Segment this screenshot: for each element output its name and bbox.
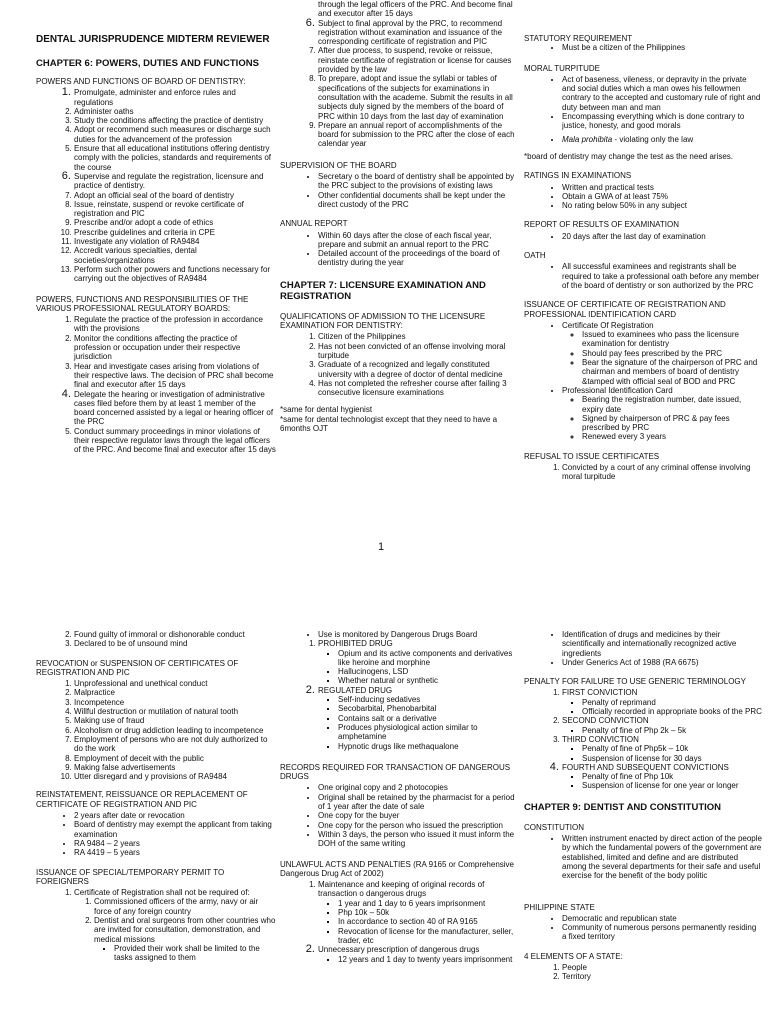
annual-report-heading: ANNUAL REPORT: [280, 219, 348, 229]
fourth-conviction-label: FOURTH AND SUBSEQUENT CONVICTIONS: [562, 762, 729, 772]
penalty-list: [524, 688, 762, 790]
list-item-continuation: through the legal officers of the PRC. And become final and executor after 15 days: [318, 0, 513, 19]
third-conviction-sublist: [562, 744, 762, 763]
special-permit-heading: ISSUANCE OF SPECIAL/TEMPORARY PERMIT TO FOREIGNERS: [36, 867, 225, 886]
list-item: [318, 639, 515, 685]
supervision-heading: SUPERVISION OF THE BOARD: [280, 160, 397, 170]
list-item: 3. Study the conditions affecting the practice of dentistry: [74, 116, 276, 125]
third-conviction-label: THIRD CONVICTION: [562, 734, 639, 744]
list-item: • Community of numerous persons permanently residing a fixed territory: [562, 923, 762, 942]
list-item: ▪ Self-inducing sedatives: [338, 695, 515, 704]
list-item: [94, 916, 276, 962]
prc-powers-heading: POWERS, FUNCTIONS AND RESPONSIBILITIES OF THE VARIOUS PROFESSIONAL REGULATORY BOARDS:: [36, 294, 249, 313]
mala-prohibita-definition: - violating only the law: [612, 134, 694, 144]
list-item: • Within 60 days after the close of each fiscal year, prepare and submit an annual report to the PRC: [318, 231, 515, 250]
refusal-list: [524, 463, 762, 482]
list-item: • Use is monitored by Dangerous Drugs Board: [318, 630, 515, 639]
unlawful-act-1: Maintenance and keeping of original records of transaction o dangerous drugs: [318, 880, 485, 899]
list-item: 1. Commissioned officers of the army, navy or air force of any foreign country: [94, 897, 276, 916]
list-item: • One original copy and 2 photocopies: [318, 783, 515, 792]
list-item: 9. Prescribe and/or adopt a code of ethics: [74, 218, 276, 227]
chapter-9-heading: CHAPTER 9: DENTIST AND CONSTITUTION: [524, 801, 722, 813]
page2-column-3: [524, 630, 762, 982]
page2-column-2: [280, 630, 515, 964]
elements-of-state-list: [524, 963, 762, 982]
special-permit-subsublist: [94, 944, 276, 963]
list-item: • Secretary o the board of dentistry shall be appointed by the PRC subject to the provisions of existing laws: [318, 172, 515, 191]
qualifications-list: [280, 332, 515, 397]
special-permit-item: Certificate of Registration shall not be required of:: [74, 888, 250, 898]
list-item: ▪ Php 10k – 50k: [338, 908, 515, 917]
list-item: [318, 945, 515, 964]
list-item: 3. Declared to be of unsound mind: [74, 639, 276, 648]
list-item: ◦ Bearing the registration number, date issued, expiry date: [582, 395, 762, 414]
list-item: • RA 4419 – 5 years: [74, 848, 276, 857]
chapter-6-heading: CHAPTER 6: POWERS, DUTIES AND FUNCTIONS: [36, 58, 259, 69]
drugs-intro-list: [280, 630, 515, 639]
list-item: • Written instrument enacted by direct action of the people by which the fundamental powers of the government are established, limited and define and are distributed among the several departments for their safe and useful exercise for the benefit of the body politic: [562, 834, 762, 880]
list-item: 3. Incompetence: [74, 698, 276, 707]
list-item: [562, 321, 762, 386]
page-number: 1: [378, 541, 385, 553]
list-item: 4. Has not completed the refresher course after failing 3 consecutive licensure examinations: [318, 379, 515, 398]
list-item: 1. Citizen of the Philippines: [318, 332, 515, 341]
list-item: 10. Prescribe guidelines and criteria in CPE: [74, 228, 276, 237]
list-item: ▪ Penalty of fine of Php 10k: [582, 772, 762, 781]
constitution-heading: CONSTITUTION: [524, 822, 584, 832]
prohibited-drug-label: PROHIBITED DRUG: [318, 639, 393, 649]
list-item: 7. Employment of persons who are not duly authorized to do the work: [74, 735, 276, 754]
list-item: [318, 686, 515, 751]
revocation-list: [36, 679, 276, 781]
prc-powers-list-continued: [280, 0, 515, 19]
list-item: 6. Subject to final approval by the PRC, to recommend registration without examination and issuance of the corresponding certificate of registration and PIC: [318, 19, 515, 47]
list-item: [562, 688, 762, 716]
statutory-heading: STATUTORY REQUIREMENT: [524, 34, 633, 43]
annual-report-list: [280, 231, 515, 268]
unlawful-acts-heading: UNLAWFUL ACTS AND PENALTIES (RA 9165 or Comprehensive Dangerous Drug Act of 2002): [280, 859, 515, 878]
list-item: 2. Has not been convicted of an offense involving moral turpitude: [318, 342, 515, 361]
list-item: • Other confidential documents shall be kept under the direct custody of the PRC: [318, 191, 515, 210]
oath-heading: OATH: [524, 251, 546, 261]
list-item: 2. Monitor the conditions affecting the practice of profession or occupation under their respective jurisdiction: [74, 334, 276, 362]
pic-label: Professional Identification Card: [562, 385, 673, 395]
philippine-state-list: [524, 914, 762, 942]
list-item: 2. Administer oaths: [74, 107, 276, 116]
list-item: ◦ Signed by chairperson of PRC & pay fees prescribed by PRC: [582, 414, 762, 433]
list-item: [74, 888, 276, 962]
list-item: ▪ Revocation of license for the manufacturer, seller, trader, etc: [338, 927, 515, 946]
ratings-heading: RATINGS IN EXAMINATIONS: [524, 171, 632, 181]
second-conviction-label: SECOND CONVICTION: [562, 716, 649, 726]
chapter-7-heading: CHAPTER 7: LICENSURE EXAMINATION AND REGISTRATION: [280, 279, 486, 302]
list-item: ◦ Issued to examinees who pass the licensure examination for dentistry: [582, 330, 762, 349]
list-item: 7. After due process, to suspend, revoke or reissue, reinstate certificate of registration or license for causes provided by the law: [318, 46, 515, 74]
list-item: 4. Willful destruction or mutilation of natural tooth: [74, 707, 276, 716]
note-technologist: *same for dental technologist except that they need to have a 6months OJT: [280, 414, 498, 433]
prc-powers-list-cont: [280, 19, 515, 149]
list-item: ▪ Produces physiological action similar to amphetamine: [338, 723, 515, 742]
list-item: ▪ Whether natural or synthetic: [338, 676, 515, 685]
list-item: 3. Hear and investigate cases arising from violations of their respective laws. The decision of PRC shall become final and executor after 15 days: [74, 362, 276, 390]
list-item: 10. Utter disregard and y provisions of RA9484: [74, 772, 276, 781]
list-item: [562, 135, 762, 144]
list-item: [562, 763, 762, 791]
regulated-drug-sublist: [318, 695, 515, 751]
list-item: ▪ Penalty of reprimand: [582, 698, 762, 707]
list-item: • RA 9484 – 2 years: [74, 839, 276, 848]
list-item: 9. Prepare an annual report of accomplishments of the board for submission to the PRC after the close of each calendar year: [318, 121, 515, 149]
special-permit-sublist: [74, 897, 276, 962]
records-heading: RECORDS REQUIRED FOR TRANSACTION OF DANGEROUS DRUGS: [280, 762, 511, 782]
list-item: • Written and practical tests: [562, 183, 762, 192]
prohibited-drug-sublist: [318, 649, 515, 686]
penalty-heading: PENALTY FOR FAILURE TO USE GENERIC TERMINOLOGY: [524, 677, 746, 687]
list-item: ◦ Renewed every 3 years: [582, 432, 762, 441]
list-item: [562, 716, 762, 735]
unlawful-act-2-sublist: [318, 955, 515, 964]
list-item: • Obtain a GWA of at least 75%: [562, 192, 762, 201]
list-item: 5. Conduct summary proceedings in minor violations of their respective regulator laws through the legal officers of the PRC. And become final and executor after 15 days: [74, 427, 276, 445]
issuance-heading: ISSUANCE OF CERTIFICATE OF REGISTRATION AND PROFESSIONAL IDENTIFICATION CARD: [524, 300, 726, 319]
list-item: ▪ Hypnotic drugs like methaqualone: [338, 742, 515, 751]
list-item: ▪ Officially recorded in appropriate books of the PRC: [582, 707, 762, 716]
list-item: ▪ In accordance to section 40 of RA 9165: [338, 917, 515, 926]
prc-powers-list: [36, 315, 276, 455]
list-item: 1. Unprofessional and unethical conduct: [74, 679, 276, 688]
list-item: 1. Convicted by a court of any criminal offense involving moral turpitude: [562, 463, 762, 482]
list-item: 1. Promulgate, administer and enforce rules and regulations: [74, 88, 276, 107]
list-item: ▪ 1 year and 1 day to 6 years imprisonment: [338, 899, 515, 908]
fourth-conviction-sublist: [562, 772, 762, 791]
list-item: 2. Malpractice: [74, 688, 276, 697]
list-item: • One copy for the buyer: [318, 811, 515, 820]
first-conviction-label: FIRST CONVICTION: [562, 688, 638, 698]
list-item: 5. Making use of fraud: [74, 716, 276, 725]
refusal-heading: REFUSAL TO ISSUE CERTIFICATES: [524, 451, 660, 461]
mala-prohibita-list: [524, 135, 762, 144]
constitution-list: [524, 834, 762, 880]
list-item: 2. Territory: [562, 972, 762, 981]
special-permit-dentists: Dentist and oral surgeons from other countries who are invited for consultation, demonstration, and medical missions: [94, 916, 276, 944]
list-item: 4. Delegate the hearing or investigation of administrative cases filed before them by at least 1 member of the board concerned assisted by a legal or hearing officer of the PRC: [74, 390, 276, 427]
list-item: • 20 days after the last day of examination: [562, 232, 762, 241]
statutory-list: [524, 43, 762, 52]
moral-turpitude-heading: MORAL TURPITUDE: [524, 63, 601, 73]
second-conviction-sublist: [562, 726, 762, 735]
elements-of-state-heading: 4 ELEMENTS OF A STATE:: [524, 951, 623, 961]
list-item: 8. Issue, reinstate, suspend or revoke certificate of registration and PIC: [74, 200, 276, 219]
unlawful-act-2: Unnecessary prescription of dangerous drugs: [318, 945, 480, 955]
list-item: • Original shall be retained by the pharmacist for a period of 1 year after the date of sale: [318, 793, 515, 812]
list-item: 6. Supervise and regulate the registration, licensure and practice of dentistry.: [74, 172, 276, 191]
list-item: • 2 years after date or revocation: [74, 811, 276, 820]
pic-sublist: [562, 395, 762, 441]
list-item: 4. Adopt or recommend such measures or discharge such duties for the advancement of the profession: [74, 125, 276, 144]
list-item: 8. Employment of deceit with the public: [74, 754, 276, 763]
list-item: 8. To prepare, adopt and issue the syllabi or tables of specifications of the subjects for examinations in consultation with the academe. Submit the results in all subjects duly signed by the members of the board of PRC within 10 days from the last day of examination: [318, 74, 515, 120]
refusal-list-continued: [36, 630, 276, 649]
note-hygienist: *same for dental hygienist: [280, 405, 373, 415]
list-item: 1. People: [562, 963, 762, 972]
list-item: 11. Investigate any violation of RA9484: [74, 237, 276, 246]
list-item: ▪ Penalty of fine of Php 2k – 5k: [582, 726, 762, 735]
list-item: 5. Ensure that all educational institutions offering dentistry comply with the policies, standards and requirements of the course: [74, 144, 276, 172]
list-item: • Under Generics Act of 1988 (RA 6675): [562, 658, 762, 667]
list-item: 13. Perform such other powers and functions necessary for carrying out the objectives of RA9484: [74, 265, 276, 284]
list-item: ◦ Bear the signature of the chairperson of PRC and chairman and members of board of dentistry &tamped with official seal of BOD and PRC: [582, 358, 762, 386]
list-item: ▪ Suspension of license for one year or longer: [582, 781, 762, 790]
list-item: ▪ Suspension of license for 30 days: [582, 754, 762, 763]
list-item: ▪ Penalty of fine of Php5k – 10k: [582, 744, 762, 753]
reinstatement-list: [36, 811, 276, 857]
list-item: [318, 880, 515, 945]
regulated-drug-label: REGULATED DRUG: [318, 685, 393, 695]
list-item: • Identification of drugs and medicines by their scientifically and internationally recognized active ingredients: [562, 630, 762, 658]
list-item: ▪ Provided their work shall be limited to the tasks assigned to them: [114, 944, 276, 963]
powers-list: [36, 88, 276, 283]
list-item: 6. Alcoholism or drug addiction leading to incompetence: [74, 726, 276, 735]
page2-column-1: [36, 630, 276, 963]
supervision-list: [280, 172, 515, 209]
list-item: ▪ Hallucinogens, LSD: [338, 667, 515, 676]
powers-heading: POWERS AND FUNCTIONS OF BOARD OF DENTISTRY:: [36, 77, 246, 86]
list-item: 7. Adopt an official seal of the board of dentistry: [74, 191, 276, 200]
list-item: 2. Found guilty of immoral or dishonorable conduct: [74, 630, 276, 639]
reinstatement-heading: REINSTATEMENT, REISSUANCE OR REPLACEMENT OF CERTIFICATE OF REGISTRATION AND PIC: [36, 790, 248, 809]
oath-list: [524, 262, 762, 290]
page1-column-3: [524, 34, 762, 482]
list-item: 1. Regulate the practice of the profession in accordance with the provisions: [74, 315, 276, 334]
page1-column-2: [280, 0, 515, 433]
list-item: • Must be a citizen of the Philippines: [562, 43, 762, 52]
list-item: ◦ Should pay fees prescribed by the PRC: [582, 349, 762, 358]
list-item: • One copy for the person who issued the prescription: [318, 821, 515, 830]
list-item: • Board of dentistry may exempt the applicant from taking examination: [74, 820, 276, 839]
list-item: • Detailed account of the proceedings of the board of dentistry during the year: [318, 249, 515, 268]
list-item: [562, 386, 762, 442]
drug-types-list: [280, 639, 515, 751]
unlawful-acts-list: [280, 880, 515, 964]
document-page-2: [0, 626, 768, 1024]
list-item: ▪ 12 years and 1 day to twenty years imprisonment: [338, 955, 515, 964]
issuance-list: [524, 321, 762, 442]
revocation-heading: REVOCATION or SUSPENSION OF CERTIFICATES OF REGISTRATION AND PIC: [36, 658, 239, 677]
report-results-heading: REPORT OF RESULTS OF EXAMINATION: [524, 220, 679, 230]
ratings-list: [524, 183, 762, 211]
qualifications-heading: QUALIFICATIONS OF ADMISSION TO THE LICENSURE EXAMINATION FOR DENTISTRY:: [280, 311, 486, 331]
list-item: 9. Making false advertisements: [74, 763, 276, 772]
list-item: ▪ Opium and its active components and derivatives like heroine and morphine: [338, 649, 515, 668]
list-item: • All successful examinees and registrants shall be required to take a professional oath before any member of the board of dentistry or son authorized by the PRC: [562, 262, 762, 290]
certificate-label: Certificate Of Registration: [562, 320, 654, 330]
special-permit-list: [36, 888, 276, 962]
list-item: • Encompassing everything which is done contrary to justice, honesty, and good morals: [562, 112, 762, 131]
list-item: [562, 735, 762, 763]
mala-prohibita-term: Mala prohibita: [562, 134, 613, 144]
board-note: *board of dentistry may change the test as the need arises.: [524, 151, 734, 161]
list-item: • Within 3 days, the person who issued it must inform the DOH of the same writing: [318, 830, 515, 849]
page1-column-1: [36, 34, 276, 455]
list-item: • Democratic and republican state: [562, 914, 762, 923]
list-item: 12. Accredit various specialties, dental societies/organizations: [74, 246, 276, 265]
document-title: DENTAL JURISPRUDENCE MIDTERM REVIEWER: [36, 34, 270, 45]
list-item: ▪ Contains salt or a derivative: [338, 714, 515, 723]
list-item: 3. Graduate of a recognized and legally constituted university with a degree of doctor of dental medicine: [318, 360, 515, 379]
report-results-list: [524, 232, 762, 241]
first-conviction-sublist: [562, 698, 762, 717]
records-list: [280, 783, 515, 848]
unlawful-act-1-sublist: [318, 899, 515, 945]
philippine-state-heading: PHILIPPINE STATE: [524, 902, 595, 912]
list-item: • No rating below 50% in any subject: [562, 201, 762, 210]
generics-list: [524, 630, 762, 667]
moral-turpitude-list: [524, 75, 762, 131]
certificate-sublist: [562, 330, 762, 386]
list-item: ▪ Secobarbital, Phenobarbital: [338, 704, 515, 713]
list-item: • Act of baseness, vileness, or depravity in the private and social duties which a man owes his fellowmen contrary to the accepted and customary rule of right and duty between man and man: [562, 75, 762, 112]
